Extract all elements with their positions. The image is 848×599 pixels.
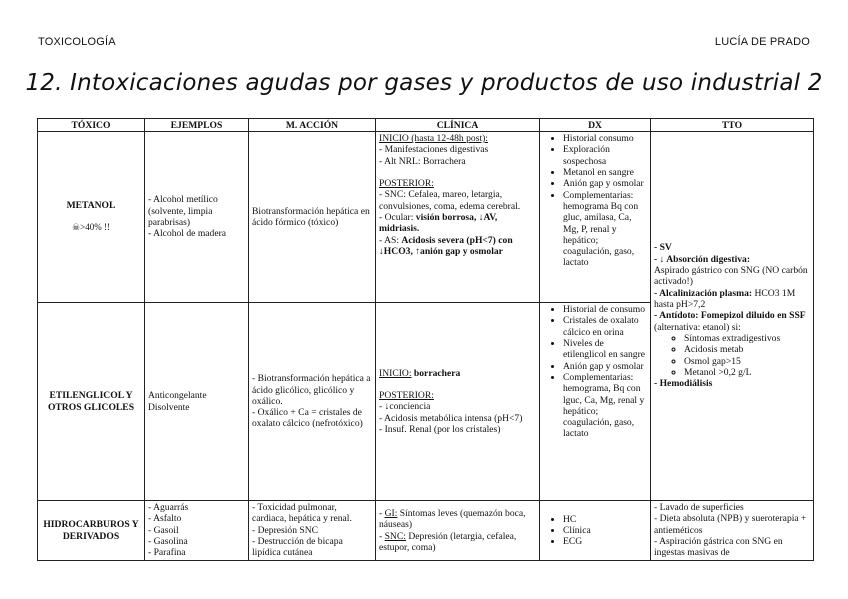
clinica-ocular-text: visión borrosa, ↓AV, midriasis. — [379, 211, 498, 235]
clinica-item: - SNC: Cefalea, mareo, letargia, convulsiones, coma, edema cerebral. — [379, 189, 521, 212]
ejemplo-item: - Parafina — [148, 547, 186, 558]
accion-item: - Oxálico + Ca = cristales de oxalato cálcico (nefrotóxico) — [252, 407, 363, 430]
dx-hidrocarburos — [540, 501, 651, 561]
dx-item: • Exploración sospechosa — [563, 144, 647, 167]
clinica-inicio-text: borrachera — [413, 367, 461, 379]
ejemplos-hidrocarburos — [145, 501, 249, 561]
dx-item: • Clínica — [563, 525, 647, 536]
accion-item: - Depresión SNC — [252, 524, 319, 536]
header-subject: TOXICOLOGÍA — [38, 36, 116, 48]
dx-item: • Historial consumo — [563, 133, 647, 144]
col-header-tto: TTO — [651, 119, 814, 132]
tto-criteria-item: ◦ Acidosis metab — [684, 344, 810, 355]
dx-item: • Complementarias: hemograma Bq con gluc, amilasa, Ca, Mg, P, renal y hepático; coagulación, gaso, lactato — [563, 190, 647, 269]
col-header-toxico: TÓXICO — [38, 119, 145, 132]
dx-etilenglicol — [540, 303, 651, 501]
dx-item: • Complementarias: hemograma, Bq con lguc, Ca, Mg, renal y hepático; coagulación, gaso, lactato — [563, 372, 647, 440]
clinica-ocular-label: - Ocular: — [379, 211, 416, 223]
dx-item: • HC — [563, 514, 647, 525]
clinica-item: - Manifestaciones digestivas — [379, 144, 489, 156]
ejemplo-item: - Gasolina — [148, 535, 188, 547]
clinica-metanol — [376, 132, 540, 303]
col-header-accion: M. ACCIÓN — [249, 119, 376, 132]
dx-item: • Cristales de oxalato cálcico en orina — [563, 315, 647, 338]
ejemplo-item: - Aguarrás — [148, 502, 189, 513]
tto-item: - Lavado de superficies — [654, 502, 744, 513]
tto-absorcion-text: Aspirado gástrico con SNG (NO carbón activado!) — [654, 265, 808, 288]
ejemplo-item: - Alcohol de madera — [148, 228, 227, 240]
ejemplo-item: - Gasoil — [148, 524, 179, 536]
skull-icon: ☠ — [72, 223, 81, 234]
tto-antidoto-label: - Antídoto: Fomepizol diluido en SSF — [654, 310, 806, 322]
clinica-as-text: Acidosis severa (pH<7) con ↓HCO3, ↑anión gap y osmolar — [379, 234, 513, 257]
tto-absorcion-label: - ↓ Absorción digestiva: — [654, 253, 751, 265]
dx-item: • Metanol en sangre — [563, 167, 647, 178]
clinica-item: - Acidosis metabólica intensa (pH<7) — [379, 412, 523, 424]
accion-item: - Biotransformación hepática a ácido glicólico, glicólico y oxálico. — [252, 373, 371, 407]
clinica-gi-text: Síntomas leves (quemazón boca, náuseas) — [379, 507, 526, 531]
dx-item: • Historial de consumo — [563, 304, 647, 315]
ejemplos-etilenglicol — [145, 303, 249, 501]
clinica-posterior-label: POSTERIOR: — [379, 390, 434, 402]
clinica-item: - Alt NRL: Borrachera — [379, 155, 466, 167]
tto-alcalinizacion-text: HCO3 1M hasta pH>7,2 — [654, 287, 796, 311]
page-title: 12. Intoxicaciones agudas por gases y productos de uso industrial 2 — [25, 70, 823, 96]
col-header-ejemplos: EJEMPLOS — [145, 119, 249, 132]
accion-item: - Destrucción de bicapa lipídica cutánea — [252, 535, 343, 558]
clinica-posterior-label: POSTERIOR: — [379, 177, 434, 189]
toxicology-table — [37, 118, 814, 561]
header-author: LUCÍA DE PRADO — [714, 36, 810, 48]
tto-item: - Dieta absoluta (NPB) y sueroterapia + antieméticos — [654, 513, 807, 536]
ejemplo-item: - Alcohol metílico (solvente, limpia parabrisas) — [148, 194, 218, 228]
clinica-gi-label: GI: — [384, 507, 398, 519]
toxico-hidrocarburos: HIDROCARBUROS Y DERIVADOS — [38, 501, 145, 561]
accion-hidrocarburos — [249, 501, 376, 561]
tto-metanol-etilenglicol — [651, 132, 814, 501]
ejemplo-item: Anticongelante — [148, 390, 207, 402]
tto-criteria-item: ◦ Osmol gap>15 — [684, 356, 810, 367]
tto-hemodialisis: - Hemodiálisis — [654, 378, 713, 390]
clinica-snc-text: Depresión (letargia, cefalea, estupor, coma) — [379, 530, 517, 553]
clinica-item: - ↓conciencia — [379, 401, 431, 413]
clinica-as-label: - AS: — [379, 234, 402, 246]
clinica-snc-label: SNC: — [384, 530, 406, 542]
tto-sv: - SV — [654, 242, 672, 254]
tto-item: - Aspiración gástrica con SNG en ingestas masivas de — [654, 535, 783, 558]
dx-metanol — [540, 132, 651, 303]
dx-item: • Niveles de etilenglicol en sangre — [563, 338, 647, 361]
col-header-dx: DX — [540, 119, 651, 132]
col-header-clinica: CLÍNICA — [376, 119, 540, 132]
ejemplo-item: Disolvente — [148, 401, 190, 413]
table-header-row — [38, 119, 814, 132]
clinica-inicio-label: INICIO: — [379, 367, 412, 379]
toxico-name: METANOL — [66, 200, 116, 212]
table-row-hidrocarburos — [38, 501, 814, 561]
table-row-metanol — [38, 132, 814, 303]
tto-antidoto-text: (alternativa: etanol) si: — [654, 321, 741, 333]
clinica-etilenglicol — [376, 303, 540, 501]
clinica-hidrocarburos: - GI: Síntomas leves (quemazón boca, náuseas) - SNC: Depresión (letargia, cefalea, estupor, coma) — [376, 501, 540, 561]
dx-item: • ECG — [563, 536, 647, 547]
ejemplos-metanol — [145, 132, 249, 303]
accion-metanol: Biotransformación hepática en ácido fórmico (tóxico) — [249, 132, 376, 303]
mortality-note: >40% !! — [80, 222, 110, 233]
accion-item: - Toxicidad pulmonar, cardiaca, hepática y renal. — [252, 502, 352, 525]
tto-criteria-item: ◦ Metanol >0,2 g/L — [684, 367, 810, 378]
clinica-item: - Insuf. Renal (por los cristales) — [379, 423, 501, 435]
tto-criteria-item: ◦ Síntomas extradigestivos — [684, 333, 810, 344]
toxico-etilenglicol: ETILENGLICOL Y OTROS GLICOLES — [38, 303, 145, 501]
accion-etilenglicol — [249, 303, 376, 501]
dx-item: • Anión gap y osmolar — [563, 178, 647, 189]
toxico-metanol — [38, 132, 145, 303]
tto-hidrocarburos — [651, 501, 814, 561]
clinica-inicio-label: INICIO (hasta 12-48h post): — [379, 133, 488, 144]
tto-alcalinizacion-label: - Alcalinización plasma: — [654, 287, 753, 299]
dx-item: • Anión gap y osmolar — [563, 361, 647, 372]
ejemplo-item: - Asfalto — [148, 513, 182, 525]
